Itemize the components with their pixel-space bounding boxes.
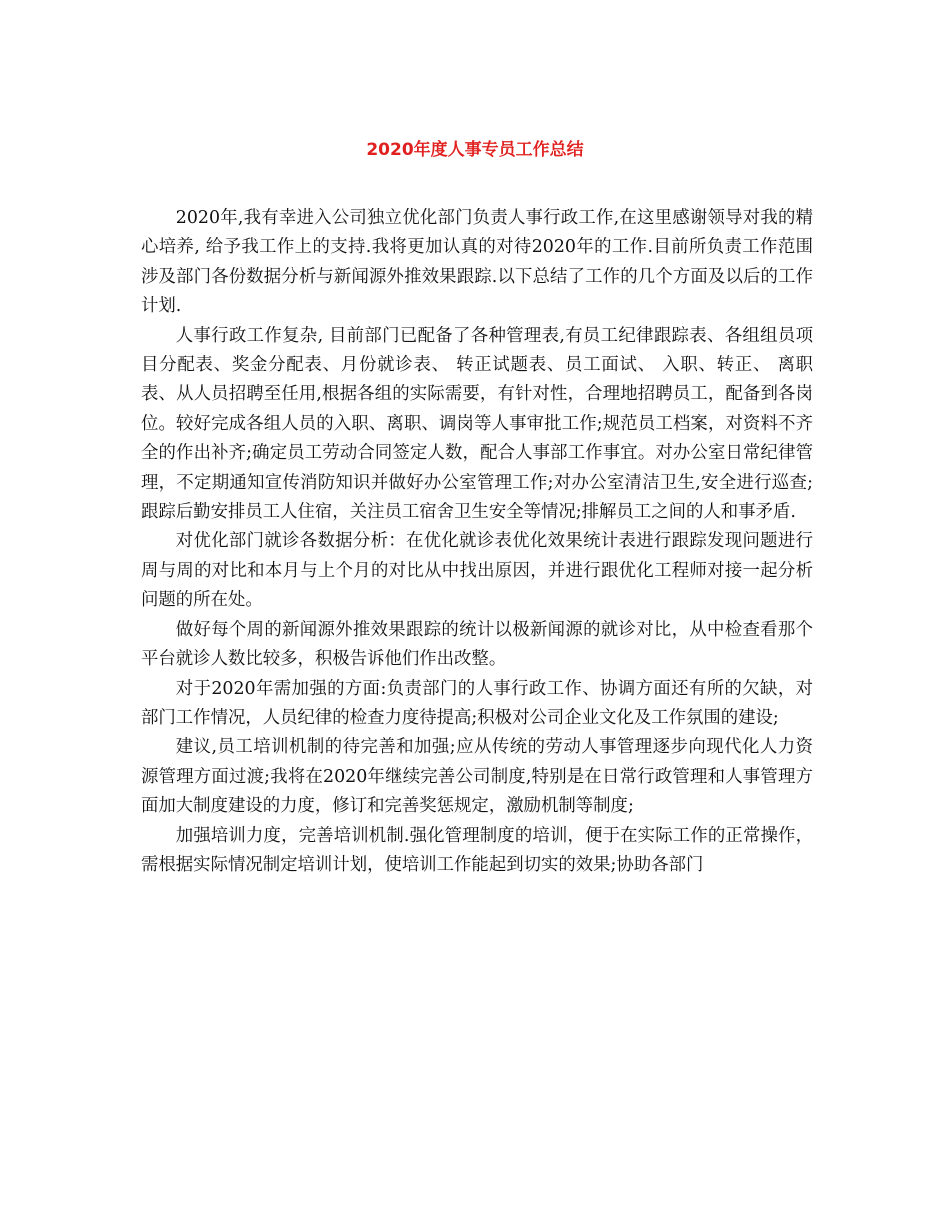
paragraph-hr-admin: 人事行政工作复杂, 目前部门已配备了各种管理表,有员工纪律跟踪表、各组组员项目分配表、奖金分配表、月份就诊表、 转正试题表、员工面试、 入职、转正、 离职表、从人员招聘至任用,根据各组的实际需要，有针对性，合理地招聘员工，配备到各岗位。较好完成各组人员的入职、离职、调岗等人事审批工作;规范员工档案，对资料不齐全的作出补齐;确定员工劳动合同签定人数，配合人事部工作事宜。对办公室日常纪律管理，不定期通知宣传消防知识并做好办公室管理工作;对办公室清洁卫生,安全进行巡查;跟踪后勤安排员工人住宿，关注员工宿舍卫生安全等情况;排解员工之间的人和事矛盾. (141, 325, 813, 523)
document-body (141, 204, 813, 880)
paragraph-improvements: 对于2020年需加强的方面:负责部门的人事行政工作、协调方面还有所的欠缺，对部门工作情况，人员纪律的检查力度待提高;积极对公司企业文化及工作氛围的建设; (141, 678, 813, 728)
paragraph-data-analysis: 对优化部门就诊各数据分析：在优化就诊表优化效果统计表进行跟踪发现问题进行周与周的对比和本月与上个月的对比从中找出原因，并进行跟优化工程师对接一起分析问题的所在处。 (141, 531, 813, 611)
paragraph-intro: 2020年,我有幸进入公司独立优化部门负责人事行政工作,在这里感谢领导对我的精心培养, 给予我工作上的支持.我将更加认真的对待2020年的工作.目前所负责工作范围涉及部门各份数据分析与新闻源外推效果跟踪.以下总结了工作的几个方面及以后的工作计划. (141, 208, 813, 317)
paragraph-training: 加强培训力度，完善培训机制.强化管理制度的培训，便于在实际工作的正常操作，需根据实际情况制定培训计划，使培训工作能起到切实的效果;协助各部门 (141, 825, 813, 875)
paragraph-news-tracking: 做好每个周的新闻源外推效果跟踪的统计以极新闻源的就诊对比，从中检查看那个平台就诊人数比较多，积极告诉他们作出改整。 (141, 619, 813, 670)
paragraph-suggestions: 建议,员工培训机制的待完善和加强;应从传统的劳动人事管理逐步向现代化人力资源管理方面过渡;我将在2020年继续完善公司制度,特别是在日常行政管理和人事管理方面加大制度建设的力度，修订和完善奖惩规定，激励机制等制度; (141, 737, 813, 817)
document-title: 2020年度人事专员工作总结 (366, 140, 584, 160)
